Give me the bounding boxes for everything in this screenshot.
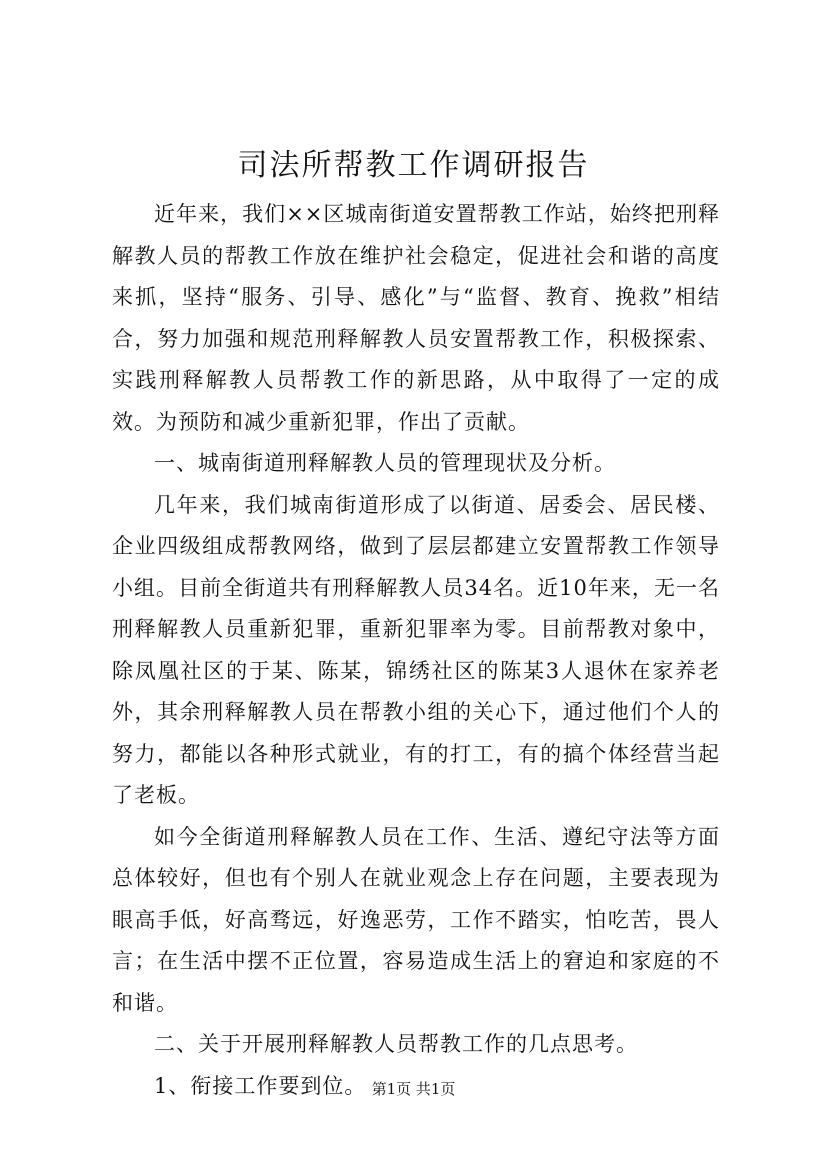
subsection-heading-1: 1、衔接工作要到位。 bbox=[154, 1073, 367, 1098]
page-number-footer: 第1页 共1页 bbox=[371, 1080, 456, 1098]
section-heading-1: 一、城南街道刑释解教人员的管理现状及分析。 bbox=[154, 451, 616, 475]
paragraph-intro: 近年来，我们××区城南街道安置帮教工作站，始终把刑释解教人员的帮教工作放在维护社会稳定，促进社会和谐的高度来抓，坚持“服务、引导、感化”与“监督、教育、挽救”相结合，努力加强和规范刑释解教人员安置帮教工作，积极探索、实践刑释解教人员帮教工作的新思路，从中取得了一定的成效。为预防和减少重新犯罪，作出了贡献。 bbox=[112, 202, 720, 434]
document-title: 司法所帮教工作调研报告 bbox=[237, 148, 590, 183]
paragraph-current-status: 如今全街道刑释解教人员在工作、生活、遵纪守法等方面总体较好，但也有个别人在就业观念上存在问题，主要表现为眼高手低，好高骛远，好逸恶劳，工作不踏实，怕吃苦，畏人言；在生活中摆不正位置，容易造成生活上的窘迫和家庭的不和谐。 bbox=[112, 824, 720, 1015]
paragraph-network: 几年来，我们城南街道形成了以街道、居委会、居民楼、企业四级组成帮教网络，做到了层层都建立安置帮教工作领导小组。目前全街道共有刑释解教人员34名。近10年来，无一名刑释解教人员重新犯罪，重新犯罪率为零。目前帮教对象中，除凤凰社区的于某、陈某，锦绣社区的陈某3人退休在家养老外，其余刑释解教人员在帮教小组的关心下，通过他们个人的努力，都能以各种形式就业，有的打工，有的搞个体经营当起了老板。 bbox=[112, 492, 720, 807]
document-body bbox=[112, 194, 720, 1107]
section-heading-2: 二、关于开展刑释解教人员帮教工作的几点思考。 bbox=[154, 1032, 638, 1056]
